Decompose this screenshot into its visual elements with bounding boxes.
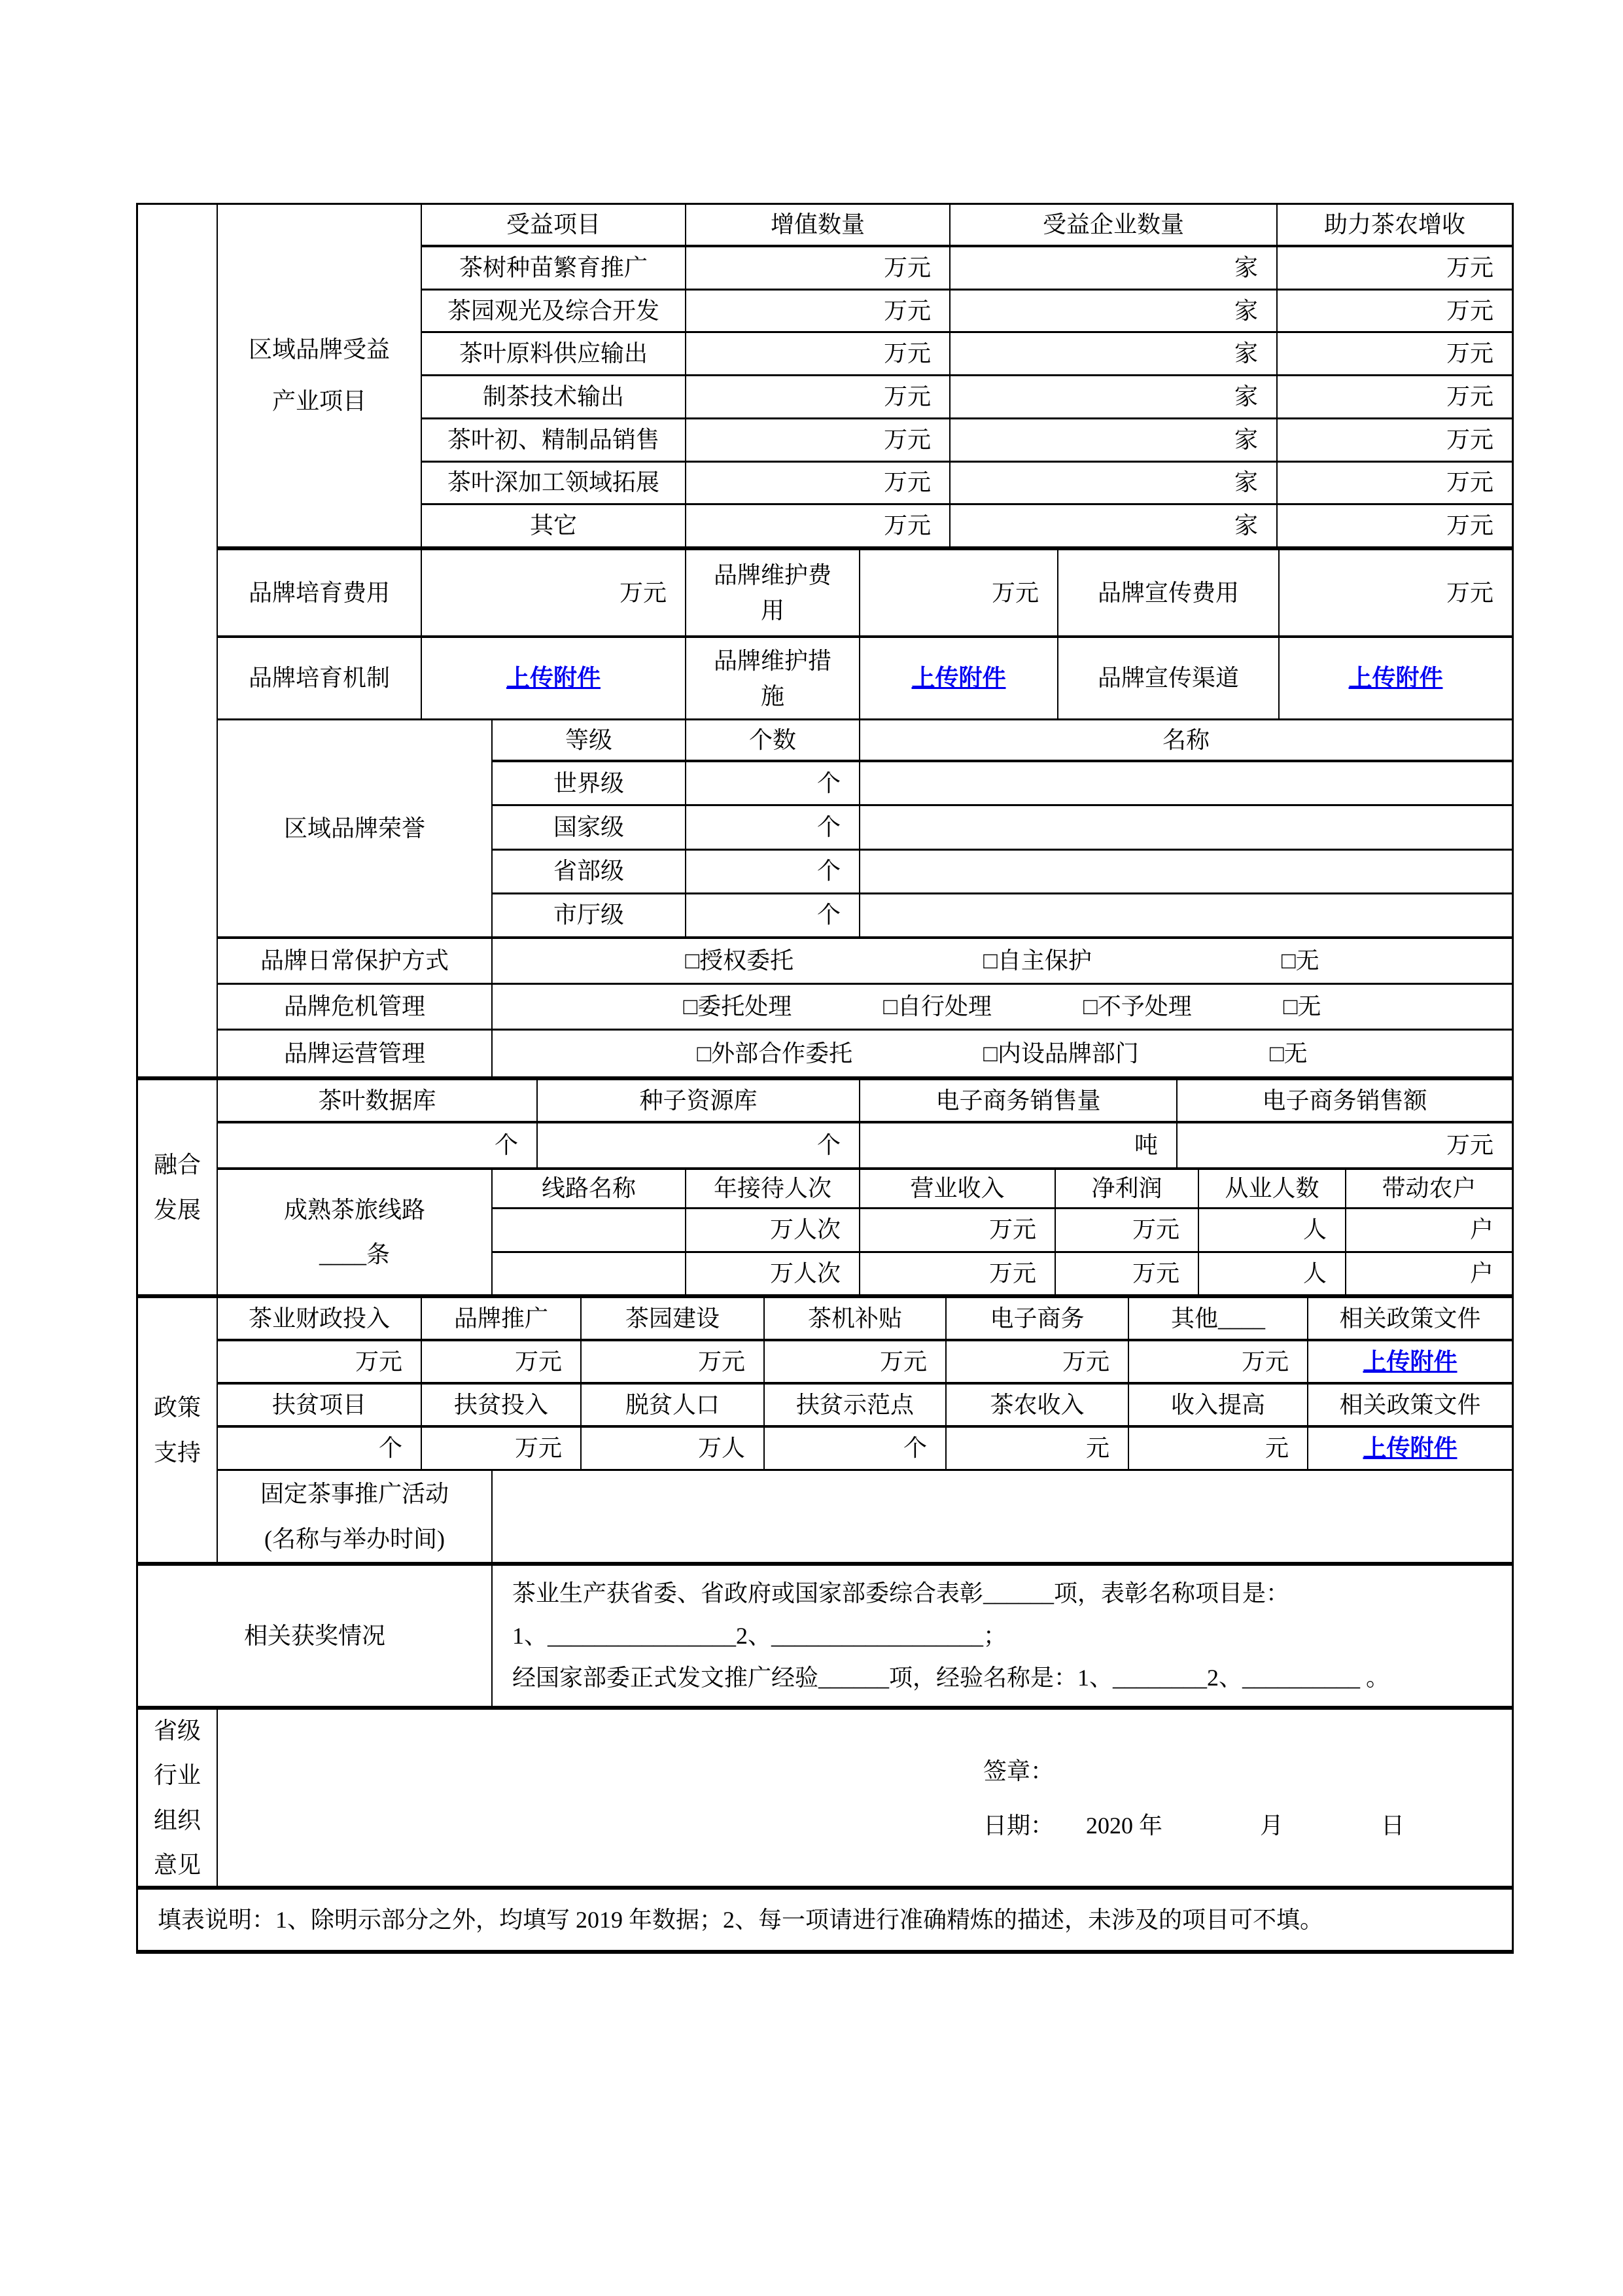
- daily-protection-label: 品牌日常保护方式: [218, 939, 493, 983]
- unit-label: 吨: [860, 1123, 1178, 1167]
- honor-row: [493, 851, 1512, 894]
- unit-label: 万元: [686, 333, 951, 374]
- honor-name-blank: [860, 894, 1512, 936]
- checkbox-option[interactable]: □无: [1283, 993, 1321, 1019]
- benefit-row: [422, 419, 1512, 463]
- honor-header-count: 个数: [686, 720, 860, 760]
- checkbox-option[interactable]: □无: [1281, 947, 1319, 974]
- footnote-group: [138, 1890, 1512, 1950]
- brand-fee-band: [218, 550, 1512, 638]
- unit-label: 个: [538, 1123, 860, 1167]
- poverty-header: 扶贫投入: [422, 1385, 582, 1425]
- unit-label: 个: [686, 851, 860, 892]
- policy-label-line2: 支持: [153, 1439, 201, 1466]
- tea-event-label: [218, 1471, 493, 1562]
- honor-header-name: 名称: [1162, 726, 1210, 753]
- awards-line3: 经国家部委正式发文推广经验______项，经验名称是：1、________2、__________ 。: [512, 1665, 1390, 1691]
- fiscal-policy-doc-header: 相关政策文件: [1339, 1305, 1481, 1332]
- ecommerce-amount-header: 电子商务销售额: [1262, 1087, 1427, 1114]
- upload-cell: [1280, 638, 1512, 718]
- unit-label: 个: [218, 1428, 422, 1469]
- unit-label: 万元: [686, 291, 951, 332]
- maintain-fee-label: 品牌维护费用: [686, 550, 860, 635]
- checkbox-option[interactable]: □委托处理: [683, 993, 792, 1019]
- unit-label: 万元: [1446, 1132, 1493, 1158]
- honor-header-level: 等级: [493, 720, 686, 760]
- integration-header-band: [218, 1080, 1512, 1123]
- tea-tour-label-line1: 成熟茶旅线路: [283, 1196, 425, 1223]
- poverty-header: 扶贫示范点: [765, 1385, 947, 1425]
- unit-label: 万元: [1056, 1209, 1199, 1251]
- unit-label: 个: [686, 894, 860, 936]
- opinion-label-line3: 组织: [153, 1807, 201, 1833]
- unit-label: 万元: [686, 376, 951, 417]
- unit-label: 万元: [1056, 1253, 1199, 1295]
- poverty-header-band: [218, 1385, 1512, 1428]
- unit-label: 人: [1199, 1209, 1346, 1251]
- integration-units-band: [218, 1123, 1512, 1170]
- promo-channel-label: 品牌宣传渠道: [1058, 638, 1280, 718]
- unit-label: 万元: [686, 505, 951, 546]
- integration-group: [138, 1080, 1512, 1298]
- upload-attachment-link[interactable]: 上传附件: [1363, 1348, 1457, 1375]
- integration-label-line1: 融合: [153, 1152, 201, 1178]
- daily-protection-options: [493, 939, 1512, 983]
- upload-attachment-link[interactable]: 上传附件: [1348, 665, 1443, 691]
- tea-tour-label-line2: ____条: [319, 1241, 390, 1267]
- poverty-header: 扶贫项目: [218, 1385, 422, 1425]
- unit-label: 万元: [1446, 512, 1493, 539]
- upload-attachment-link[interactable]: 上传附件: [506, 665, 601, 691]
- fiscal-header-band: [218, 1298, 1512, 1341]
- unit-label: 万元: [686, 419, 951, 461]
- date-year: 2020 年: [1086, 1812, 1163, 1839]
- awards-label: 相关获奖情况: [138, 1566, 493, 1706]
- brand-mechanism-band: [218, 638, 1512, 720]
- awards-line1: 茶业生产获省委、省政府或国家部委综合表彰______项，表彰名称项目是：: [512, 1580, 1290, 1606]
- unit-label: 万元: [1446, 426, 1493, 453]
- benefit-project-name: 茶园观光及综合开发: [422, 291, 686, 332]
- opinion-label-line4: 意见: [153, 1851, 201, 1878]
- date-line: [983, 1811, 1405, 1841]
- awards-line2: 1、________________2、__________________；: [512, 1622, 1007, 1649]
- benefit-row: [422, 463, 1512, 506]
- unit-label: 万元: [860, 1209, 1056, 1251]
- opinion-label-line2: 行业: [153, 1762, 201, 1789]
- fiscal-header: 茶业财政投入: [218, 1298, 422, 1339]
- unit-label: 万元: [1129, 1341, 1308, 1382]
- unit-label: 万元: [1446, 383, 1493, 410]
- brand-section-group: [138, 205, 1512, 1080]
- unit-label: 万元: [422, 550, 686, 635]
- tour-profit-header: 净利润: [1056, 1170, 1199, 1207]
- tour-route-name-blank: [493, 1209, 686, 1251]
- unit-label: 家: [951, 505, 1278, 546]
- honor-name-blank: [860, 762, 1512, 804]
- benefit-project-name: 制茶技术输出: [422, 376, 686, 417]
- poverty-header: 茶农收入: [947, 1385, 1129, 1425]
- unit-label: 万元: [686, 247, 951, 289]
- checkbox-option[interactable]: □内设品牌部门: [983, 1040, 1139, 1067]
- crisis-management-options: [493, 985, 1512, 1029]
- seal-label: 签章：: [983, 1758, 1055, 1784]
- footnote-text: 填表说明：1、除明示部分之外，均填写 2019 年数据；2、每一项请进行准确精炼的描述，未涉及的项目可不填。: [158, 1906, 1324, 1933]
- unit-label: 元: [947, 1428, 1129, 1469]
- upload-cell: [1308, 1428, 1512, 1469]
- unit-label: 万元: [1446, 254, 1493, 281]
- tour-households-header: 带动农户: [1382, 1175, 1476, 1201]
- benefit-header-project: 受益项目: [422, 205, 686, 245]
- tea-tour-label: [218, 1170, 493, 1294]
- unit-label: 家: [951, 463, 1278, 504]
- integration-category-label: [138, 1080, 218, 1294]
- crisis-management-band: [218, 985, 1512, 1031]
- honor-name-blank: [860, 806, 1512, 848]
- cultivation-mech-label: 品牌培育机制: [218, 638, 422, 718]
- awards-content: [493, 1566, 1512, 1706]
- benefit-row: [422, 291, 1512, 334]
- unit-label: 人: [1199, 1253, 1346, 1295]
- unit-label: 个: [686, 806, 860, 848]
- tour-employees-header: 从业人数: [1199, 1170, 1346, 1207]
- honor-level: 省部级: [493, 851, 686, 892]
- unit-label: 万元: [860, 550, 1058, 635]
- tea-event-band: [218, 1471, 1512, 1562]
- fiscal-header: 茶园建设: [582, 1298, 765, 1339]
- honor-row: [493, 894, 1512, 936]
- tea-event-label-line1: 固定茶事推广活动: [260, 1481, 449, 1508]
- cultivation-fee-label: 品牌培育费用: [218, 550, 422, 635]
- date-label: 日期：: [983, 1812, 1055, 1839]
- unit-label: 万元: [1446, 469, 1493, 496]
- upload-cell: [422, 638, 686, 718]
- unit-label: 万元: [1446, 340, 1493, 367]
- unit-label: 户: [1469, 1216, 1493, 1243]
- benefit-header-farmer-income: 助力茶农增收: [1323, 211, 1465, 238]
- unit-label: 家: [951, 333, 1278, 374]
- tour-route-name-header: 线路名称: [493, 1170, 686, 1207]
- unit-label: 万元: [1446, 579, 1493, 606]
- checkbox-option[interactable]: □外部合作委托: [697, 1040, 853, 1067]
- tea-event-blank: [493, 1471, 1512, 1562]
- benefit-projects-band: [218, 205, 1512, 550]
- unit-label: 家: [951, 247, 1278, 289]
- benefit-project-name: 茶树种苗繁育推广: [422, 247, 686, 289]
- honor-name-blank: [860, 851, 1512, 892]
- unit-label: 个: [218, 1123, 538, 1167]
- form-table: [136, 203, 1514, 1954]
- awards-group: [138, 1566, 1512, 1710]
- opinion-group: [138, 1710, 1512, 1890]
- poverty-units-band: [218, 1428, 1512, 1471]
- benefit-project-name: 茶叶初、精制品销售: [422, 419, 686, 461]
- policy-group: [138, 1298, 1512, 1566]
- fiscal-header: 品牌推广: [422, 1298, 582, 1339]
- checkbox-option[interactable]: □自主保护: [983, 947, 1092, 974]
- unit-label: 万元: [1446, 297, 1493, 324]
- tour-route-name-blank: [493, 1253, 686, 1295]
- tea-database-header: 茶叶数据库: [218, 1080, 538, 1121]
- unit-label: 万人: [582, 1428, 765, 1469]
- honor-row-label: 区域品牌荣誉: [218, 720, 493, 936]
- brand-honor-band: [218, 720, 1512, 939]
- benefit-label-line2: 产业项目: [271, 388, 366, 414]
- honor-level: 世界级: [493, 762, 686, 804]
- poverty-header: 脱贫人口: [582, 1385, 765, 1425]
- daily-protection-band: [218, 939, 1512, 985]
- fiscal-header: 茶机补贴: [765, 1298, 947, 1339]
- honor-level: 市厅级: [493, 894, 686, 936]
- integration-label-line2: 发展: [153, 1196, 201, 1223]
- unit-label: 个: [686, 762, 860, 804]
- benefit-project-name: 茶叶原料供应输出: [422, 333, 686, 374]
- unit-label: 家: [951, 419, 1278, 461]
- maintain-measure-label: 品牌维护措施: [686, 638, 860, 718]
- unit-label: 元: [1129, 1428, 1308, 1469]
- benefit-project-name: 茶叶深加工领域拓展: [422, 463, 686, 504]
- benefit-label-line1: 区域品牌受益: [248, 336, 390, 362]
- upload-cell: [860, 638, 1058, 718]
- unit-label: 户: [1469, 1260, 1493, 1286]
- fiscal-units-band: [218, 1341, 1512, 1385]
- poverty-policy-doc-header: 相关政策文件: [1339, 1391, 1481, 1418]
- upload-attachment-link[interactable]: 上传附件: [911, 665, 1006, 691]
- date-month: 月: [1260, 1812, 1284, 1839]
- tea-tour-row: [493, 1253, 1512, 1295]
- honor-header-row: [493, 720, 1512, 762]
- tea-tour-row: [493, 1209, 1512, 1253]
- benefit-row: [422, 505, 1512, 546]
- checkbox-option[interactable]: □无: [1269, 1040, 1308, 1067]
- checkbox-option[interactable]: □授权委托: [685, 947, 794, 974]
- tour-visitors-header: 年接待人次: [686, 1170, 860, 1207]
- unit-label: 万元: [582, 1341, 765, 1382]
- opinion-label-line1: 省级: [153, 1717, 201, 1744]
- tea-tour-header-row: [493, 1170, 1512, 1209]
- fiscal-header-other: 其他____: [1129, 1298, 1308, 1339]
- unit-label: 万人次: [686, 1209, 860, 1251]
- poverty-header: 收入提高: [1129, 1385, 1308, 1425]
- upload-attachment-link[interactable]: 上传附件: [1363, 1435, 1457, 1461]
- benefit-row: [422, 333, 1512, 376]
- policy-label-line1: 政策: [153, 1394, 201, 1421]
- benefit-header-row: [422, 205, 1512, 247]
- tea-event-label-line2: (名称与举办时间): [264, 1525, 445, 1552]
- left-category-cell-empty: [138, 205, 218, 1076]
- benefit-row: [422, 376, 1512, 419]
- benefit-header-value: 增值数量: [686, 205, 951, 245]
- unit-label: 个: [765, 1428, 947, 1469]
- promo-fee-label: 品牌宣传费用: [1058, 550, 1280, 635]
- unit-label: 万人次: [686, 1253, 860, 1295]
- fiscal-header: 电子商务: [947, 1298, 1129, 1339]
- upload-cell: [1308, 1341, 1512, 1382]
- benefit-row: [422, 247, 1512, 291]
- unit-label: 家: [951, 291, 1278, 332]
- benefit-header-companies: 受益企业数量: [951, 205, 1278, 245]
- unit-label: 家: [951, 376, 1278, 417]
- benefit-project-name: 其它: [422, 505, 686, 546]
- honor-level: 国家级: [493, 806, 686, 848]
- unit-label: 万元: [765, 1341, 947, 1382]
- checkbox-option[interactable]: □不予处理: [1083, 993, 1192, 1019]
- unit-label: 万元: [422, 1428, 582, 1469]
- tea-tour-band: [218, 1170, 1512, 1294]
- honor-row: [493, 762, 1512, 806]
- date-day: 日: [1381, 1812, 1405, 1839]
- opinion-content: [218, 1710, 1512, 1886]
- policy-category-label: [138, 1298, 218, 1562]
- unit-label: 万元: [422, 1341, 582, 1382]
- checkbox-option[interactable]: □自行处理: [883, 993, 992, 1019]
- honor-row: [493, 806, 1512, 850]
- tour-revenue-header: 营业收入: [860, 1170, 1056, 1207]
- operation-management-band: [218, 1031, 1512, 1076]
- opinion-category-label: [138, 1710, 218, 1886]
- ecommerce-volume-header: 电子商务销售量: [860, 1080, 1178, 1121]
- operation-management-options: [493, 1031, 1512, 1076]
- benefit-row-label: [218, 205, 422, 546]
- crisis-management-label: 品牌危机管理: [218, 985, 493, 1029]
- operation-management-label: 品牌运营管理: [218, 1031, 493, 1076]
- unit-label: 万元: [947, 1341, 1129, 1382]
- unit-label: 万元: [218, 1341, 422, 1382]
- seed-bank-header: 种子资源库: [538, 1080, 860, 1121]
- unit-label: 万元: [686, 463, 951, 504]
- unit-label: 万元: [860, 1253, 1056, 1295]
